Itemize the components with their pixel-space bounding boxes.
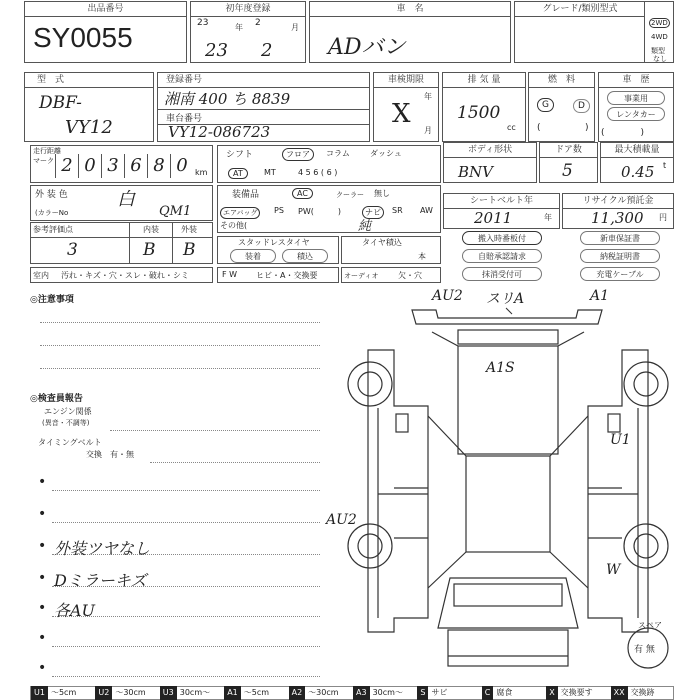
grade-exterior-value: B [183, 240, 196, 260]
grade-drive-column [644, 2, 673, 62]
bullet-line [52, 522, 320, 523]
lot-box [24, 1, 187, 63]
legend-item [160, 686, 224, 700]
inspection-box [373, 72, 439, 142]
engine-sub: (異音・不調等) [42, 419, 90, 427]
first-reg-label: 初年度登録 [191, 2, 305, 17]
mileage-digit: 8 [147, 154, 170, 178]
bullet: • [38, 630, 47, 646]
legend-value: サビ [431, 688, 448, 697]
usage-box [598, 72, 674, 142]
note-line-1 [40, 322, 320, 323]
fw-row-label: F W [222, 270, 238, 279]
doc-plate: 搬入時番板付 [462, 231, 542, 245]
displacement-value: 1500 [457, 103, 501, 123]
doc-liability: 自賠承認請求 [462, 249, 542, 263]
doc-cancel: 抹消受付可 [462, 267, 542, 281]
mileage-digit: 3 [101, 154, 124, 178]
first-reg-era: 23 [197, 18, 209, 28]
legend-value: ～5cm [50, 688, 77, 697]
body-type-label: ボディ形状 [444, 143, 536, 158]
displacement-box [442, 72, 526, 142]
grade-none2: なし [653, 55, 667, 63]
body-type-value: BNV [458, 163, 493, 181]
seatbelt-label: シートベルト年 [444, 194, 559, 209]
damage-legend [30, 686, 674, 700]
equip-other: その他( [220, 221, 248, 230]
car-name-value: ADバン [328, 35, 406, 60]
grade-box [514, 1, 674, 63]
bullet-line [52, 646, 320, 647]
color-no-label: (カラーNo [35, 209, 69, 217]
first-reg-year-unit: 年 [235, 23, 243, 32]
shift-dash: ダッシュ [370, 149, 402, 158]
timing-value: 交換 有・無 [86, 450, 134, 459]
timing-line [150, 462, 320, 463]
inspection-label: 車検期限 [374, 73, 438, 88]
fuel-box [528, 72, 595, 142]
timing-label: タイミングベルト [38, 438, 102, 447]
grade-2wd: 2WD [651, 19, 668, 27]
grade-eval-value: 3 [67, 240, 78, 260]
equip-cooler: クーラー [336, 191, 364, 199]
legend-item [353, 686, 417, 700]
hand-note-2: Dミラーキズ [54, 571, 147, 590]
first-reg-month-hand: 2 [261, 40, 273, 61]
legend-key: A1 [224, 686, 241, 700]
audio-row-label: オーディオ [344, 272, 379, 280]
bullet: • [38, 660, 47, 676]
model-label: 型 式 [25, 73, 153, 88]
equip-aw: AW [420, 206, 433, 215]
legend-key: U3 [160, 686, 177, 700]
interior-row-value: 汚れ・キズ・穴・スレ・破れ・シミ [61, 271, 189, 280]
equip-ps: PS [274, 206, 284, 215]
mileage-unit: km [195, 168, 208, 177]
legend-key: U1 [31, 686, 48, 700]
shift-gears: 4 5 6 ( 6 ) [298, 168, 338, 177]
first-reg-month-printed: 2 [255, 18, 261, 28]
shift-at: AT [228, 168, 248, 179]
grade-interior-value: B [143, 240, 156, 260]
capacity-box [600, 142, 674, 183]
grade-exterior-label: 外装 [181, 225, 197, 234]
reg-label: 登録番号 [158, 73, 369, 88]
tire-load-unit: 本 [418, 252, 426, 261]
notes-heading: ◎注意事項 [30, 295, 74, 305]
equipment-label: 装備品 [232, 190, 260, 200]
equip-ac: AC [292, 188, 313, 199]
fw-row-value: ヒビ・A・交換要 [256, 271, 318, 280]
interior-row-label: 室内 [33, 271, 49, 280]
inspection-year-unit: 年 [424, 92, 432, 101]
chassis-label: 車台番号 [166, 114, 203, 124]
seatbelt-box [443, 193, 560, 229]
grade-label: グレード/類別型式 [515, 2, 645, 17]
legend-item [224, 686, 288, 700]
legend-value: 30cm～ [179, 688, 211, 697]
note-line-2 [40, 345, 320, 346]
lot-number: SY0055 [33, 22, 133, 53]
shift-box [217, 145, 441, 183]
bullet-line [52, 676, 320, 677]
shift-floor: フロア [282, 148, 314, 161]
first-reg-box [190, 1, 306, 63]
shift-mt: MT [264, 168, 276, 177]
capacity-value: 0.45 [621, 163, 655, 181]
studless-box [217, 236, 339, 264]
recycle-value: 11,300 [591, 209, 644, 227]
capacity-unit: t [663, 161, 667, 170]
equip-navi: ナビ [362, 206, 384, 219]
fw-row [217, 267, 339, 283]
hand-note-1: 外装ツヤなし [54, 539, 151, 558]
studless-opt-loaded: 積込 [282, 249, 328, 263]
inspection-month-unit: 月 [424, 126, 432, 135]
grade-divider-1 [129, 223, 130, 263]
legend-item [611, 686, 675, 700]
fuel-label: 燃 料 [529, 73, 594, 88]
chassis-value: VY12-086723 [168, 123, 271, 141]
spare-label: スペア [638, 621, 662, 630]
inspection-mark: X [392, 99, 411, 129]
legend-value: 交換跡 [630, 688, 655, 697]
legend-key: A2 [289, 686, 306, 700]
mileage-label: 走行距離 [33, 147, 61, 155]
legend-key: A3 [353, 686, 370, 700]
inspector-heading: ◎検査員報告 [30, 394, 83, 404]
legend-value: 30cm～ [372, 688, 403, 697]
equip-navi-note: 純 [358, 219, 372, 234]
reg-value: 湘南 400 ち 8839 [164, 90, 291, 108]
body-type-box [443, 142, 537, 183]
model-code: VY12 [65, 117, 113, 138]
usage-commercial: 事業用 [607, 91, 665, 105]
doc-cable: 充電ケーブル [580, 267, 660, 281]
mileage-digit: 2 [55, 154, 78, 178]
shift-label: シフト [226, 150, 254, 160]
legend-item [482, 686, 546, 700]
car-name-box [309, 1, 511, 63]
mileage-mark-label: マーク [33, 157, 54, 165]
bullet: • [38, 506, 47, 522]
bullet-line [52, 490, 320, 491]
color-label: 外 装 色 [35, 190, 68, 200]
grade-eval-header [31, 223, 212, 238]
seatbelt-value: 2011 [474, 209, 513, 227]
interior-row [30, 267, 213, 283]
recycle-label: リサイクル預託金 [563, 194, 673, 209]
legend-value: ～5cm [243, 688, 270, 697]
diag-top-right: A1 [590, 288, 610, 304]
displacement-unit: cc [507, 123, 516, 132]
mileage-box [30, 145, 213, 183]
bullet: • [38, 600, 47, 616]
grade-divider-2 [172, 223, 173, 263]
doc-warranty: 新車保証書 [580, 231, 660, 245]
grade-none1: 類型 [651, 47, 665, 55]
diag-left-side: AU2 [326, 512, 357, 528]
seatbelt-unit: 年 [544, 213, 552, 222]
fuel-paren-close: ) [585, 123, 589, 133]
diag-right-door: U1 [610, 432, 631, 448]
car-diagram [330, 288, 685, 684]
legend-key: X [546, 686, 557, 700]
color-value: 白 [117, 189, 135, 210]
equip-airbag: エアバッグ [220, 207, 260, 219]
color-box [30, 185, 213, 221]
studless-label: スタッドレスタイヤ [238, 238, 310, 247]
legend-item [289, 686, 353, 700]
doors-value: 5 [562, 161, 573, 181]
usage-paren: ( ) [601, 128, 645, 138]
recycle-unit: 円 [659, 213, 667, 222]
doc-tax: 納税証明書 [580, 249, 660, 263]
recycle-box [562, 193, 674, 229]
legend-item [417, 686, 481, 700]
shift-column: コラム [326, 149, 350, 158]
legend-key: S [417, 686, 428, 700]
hand-note-3: 各AU [54, 601, 96, 620]
first-reg-month-unit: 月 [291, 23, 299, 32]
equip-none: 無し [374, 189, 390, 198]
model-prefix: DBF- [39, 93, 82, 113]
usage-label: 車 歴 [599, 73, 673, 88]
equip-sr: SR [392, 206, 403, 215]
mileage-digit: 0 [78, 154, 101, 178]
diag-top-mid: スリA [486, 291, 525, 307]
bullet: • [38, 538, 47, 554]
reg-box [157, 72, 370, 142]
car-name-label: 車 名 [310, 2, 510, 17]
diag-top-left: AU2 [432, 288, 463, 304]
diag-rear-right: W [606, 562, 621, 578]
mileage-digit: 0 [170, 154, 193, 178]
tire-load-box [341, 236, 441, 264]
studless-opt-fitted: 装着 [230, 249, 276, 263]
audio-row [341, 267, 441, 283]
legend-value: ～30cm [115, 688, 146, 697]
fuel-g: G [537, 98, 554, 112]
spare-value: 有 無 [634, 645, 655, 655]
legend-key: XX [611, 686, 628, 700]
first-reg-year-hand: 23 [205, 40, 228, 61]
annotation-tick [506, 308, 512, 314]
lot-label: 出品番号 [25, 2, 186, 17]
grade-eval-label: 参考評価点 [33, 225, 73, 234]
note-line-3 [40, 368, 320, 369]
grade-4wd: 4WD [651, 33, 668, 41]
engine-line [110, 430, 320, 431]
bullet: • [38, 570, 47, 586]
diag-roof: A1S [486, 360, 515, 376]
fuel-d: D [573, 99, 590, 113]
grade-eval-box [30, 222, 213, 264]
doors-box [539, 142, 598, 183]
legend-value: 腐食 [496, 688, 513, 697]
equip-pw: PW( ) [298, 207, 341, 216]
displacement-label: 排 気 量 [443, 73, 525, 88]
fuel-paren-open: ( [537, 123, 541, 133]
legend-key: C [482, 686, 494, 700]
legend-item [95, 686, 159, 700]
usage-rental: レンタカー [607, 107, 665, 121]
legend-value: ～30cm [308, 688, 339, 697]
engine-label: エンジン関係 [44, 407, 92, 416]
bullet: • [38, 474, 47, 490]
tire-load-label: タイヤ積込 [362, 238, 402, 247]
legend-value: 交換要す [560, 688, 593, 697]
doors-label: ドア数 [540, 143, 597, 158]
model-box [24, 72, 154, 142]
grade-interior-label: 内装 [143, 225, 159, 234]
color-no-value: QM1 [159, 204, 192, 219]
equipment-box [217, 185, 441, 233]
audio-row-value: 欠・穴 [398, 271, 422, 280]
mileage-digit: 6 [124, 154, 147, 178]
legend-item [546, 686, 610, 700]
capacity-label: 最大積載量 [601, 143, 673, 158]
legend-key: U2 [95, 686, 112, 700]
legend-item [31, 686, 95, 700]
